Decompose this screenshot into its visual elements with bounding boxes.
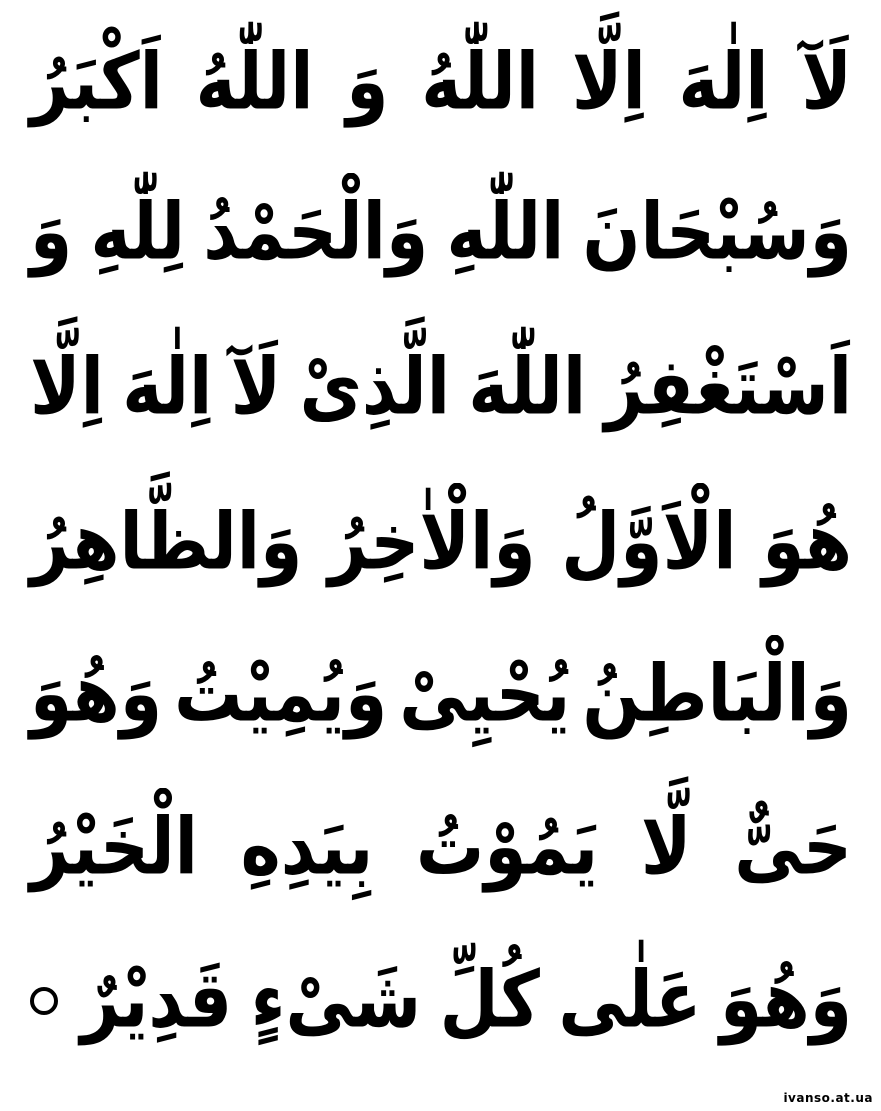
word: وَهُوَ bbox=[30, 649, 163, 740]
word: قَدِيْرٌ bbox=[80, 955, 233, 1046]
word: اللّٰهَ bbox=[468, 342, 587, 433]
word: وَالْاٰخِرُ bbox=[328, 497, 536, 588]
word: اِلَّا bbox=[30, 342, 104, 433]
word: اللّٰهُ bbox=[195, 37, 314, 128]
word: عَلٰى bbox=[558, 955, 702, 1046]
watermark: ivanso.at.ua bbox=[783, 1091, 873, 1105]
word: لَآ bbox=[230, 342, 282, 433]
word: وَسُبْحَانَ bbox=[582, 187, 852, 278]
word: وَهُوَ bbox=[719, 955, 852, 1046]
word: بِيَدِهِ bbox=[240, 802, 374, 893]
word: وَالْبَاطِنُ bbox=[582, 649, 852, 740]
arabic-verse bbox=[30, 8, 852, 1088]
word: الْخَيْرُ bbox=[30, 802, 198, 893]
verse-line-7 bbox=[30, 926, 852, 1076]
word: اِلٰهَ bbox=[678, 37, 769, 128]
word: اِلٰهَ bbox=[122, 342, 213, 433]
word: هُوَ bbox=[762, 497, 852, 588]
word: حَىٌّ bbox=[734, 802, 852, 893]
word: يَمُوْتُ bbox=[416, 802, 599, 893]
verse-end-circle-icon bbox=[30, 987, 58, 1015]
word: اللّٰهِ bbox=[446, 187, 565, 278]
word: وَالْحَمْدُ bbox=[203, 187, 429, 278]
verse-line-3 bbox=[30, 313, 852, 463]
word: اَكْبَرُ bbox=[30, 37, 163, 128]
verse-line-4 bbox=[30, 468, 852, 618]
verse-line-6 bbox=[30, 773, 852, 923]
word: كُلِّ bbox=[439, 955, 540, 1046]
word: شَىْءٍ bbox=[250, 955, 422, 1046]
word: لِلّٰهِ bbox=[90, 187, 186, 278]
verse-line-5 bbox=[30, 620, 852, 770]
word: لَّا bbox=[640, 802, 692, 893]
word: الْاَوَّلُ bbox=[561, 497, 737, 588]
word: لَآ bbox=[801, 37, 852, 128]
word: يُحْيِىْ bbox=[399, 649, 571, 740]
verse-line-1 bbox=[30, 8, 852, 158]
verse-line-2 bbox=[30, 158, 852, 308]
word: وَ bbox=[30, 187, 73, 278]
word: الَّذِىْ bbox=[299, 342, 451, 433]
word: وَالظَّاهِرُ bbox=[30, 497, 303, 588]
word: اللّٰهُ bbox=[421, 37, 540, 128]
word: اَسْتَغْفِرُ bbox=[604, 342, 852, 433]
word: وَيُمِيْتُ bbox=[174, 649, 388, 740]
word: وَ bbox=[346, 37, 389, 128]
word: اِلَّا bbox=[571, 37, 646, 128]
